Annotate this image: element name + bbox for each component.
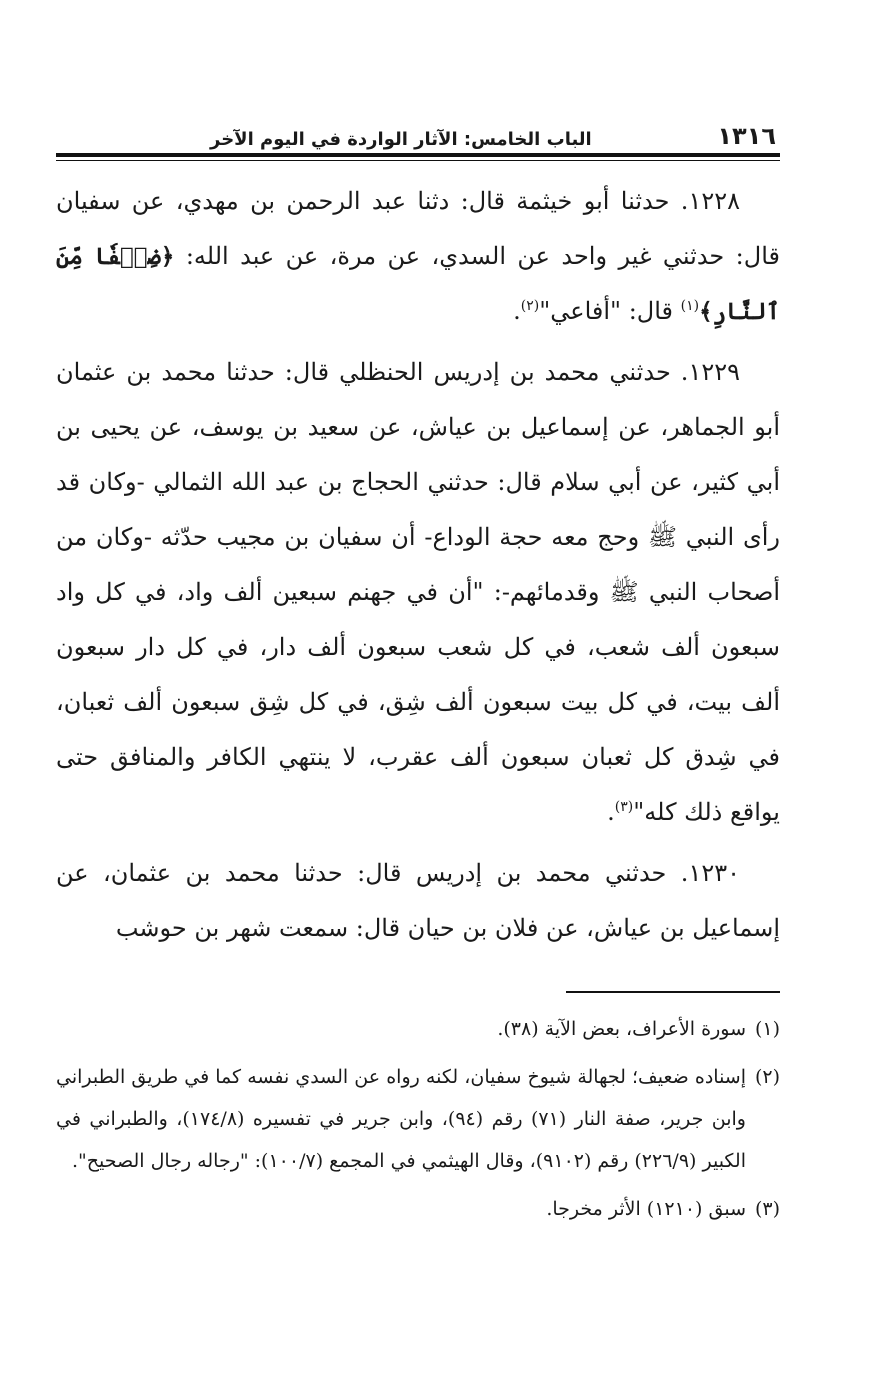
paragraph-end: .: [513, 297, 521, 325]
paragraph-text: حدثني محمد بن إدريس الحنظلي قال: حدثنا محمد بن عثمان أبو الجماهر، عن إسماعيل بن عياش، عن سعيد بن يوسف، عن يحيى بن أبي كثير، عن أبي سلام قال: حدثني الحجاج بن عبد الله الثمالي -وكان قد رأى النبي ﷺ وحج معه حجة الوداع- أن سفيان بن مجيب حدّثه -وكان من أصحاب النبي ﷺ وقدمائهم-: "أن في جهنم سبعين ألف واد، في كل واد سبعون ألف شعب، في كل شعب سبعون ألف دار، في كل دار سبعون ألف بيت، في كل بيت سبعون ألف شِق، في كل شِق سبعون ألف ثعبان، في شِدق كل ثعبان سبعون ألف عقرب، لا ينتهي الكافر والمنافق حتى يواقع ذلك كله": [56, 358, 780, 826]
paragraph-number: ١٢٣٠.: [680, 859, 740, 887]
footnote-3: [56, 1188, 780, 1230]
main-text: [56, 174, 780, 962]
footnote-ref-2: (٢): [520, 298, 540, 314]
paragraph-text: حدثني محمد بن إدريس قال: حدثنا محمد بن عثمان، عن إسماعيل بن عياش، عن فلان بن حيان قال: سمعت شهر بن حوشب: [56, 859, 780, 942]
footnote-ref-1: (١): [680, 298, 700, 314]
footnote-number: (١): [754, 1018, 780, 1040]
footnote-1: [56, 1008, 780, 1050]
footnote-number: (٢): [754, 1066, 780, 1088]
header-rule-thin: [56, 160, 780, 161]
footnote-number: (٣): [754, 1198, 780, 1220]
quran-verse: ﴿ضِعۡفٗا مِّنَ ٱلنَّارِ﴾: [56, 243, 780, 325]
footnotes: [56, 1008, 780, 1236]
footnote-ref-3: (٣): [614, 799, 634, 815]
chapter-title: الباب الخامس: الآثار الواردة في اليوم الآخر: [210, 129, 592, 150]
paragraph-text: حدثنا أبو خيثمة قال: دثنا عبد الرحمن بن مهدي، عن سفيان قال: حدثني غير واحد عن السدي، عن مرة، عن عبد الله:: [56, 187, 780, 270]
book-page: [56, 100, 780, 1350]
footnote-2: [56, 1056, 780, 1182]
paragraph-number: ١٢٢٩.: [680, 358, 740, 386]
paragraph-1230: [56, 846, 780, 956]
footnote-text: سبق (١٢١٠) الأثر مخرجا.: [546, 1198, 746, 1220]
paragraph-text: قال: "أفاعي": [539, 297, 674, 325]
paragraph-end: .: [607, 798, 615, 826]
footnote-text: سورة الأعراف، بعض الآية (٣٨).: [497, 1018, 746, 1040]
paragraph-1229: [56, 345, 780, 840]
running-header: [60, 116, 776, 150]
paragraph-number: ١٢٢٨.: [680, 187, 740, 215]
header-rule-thick: [56, 153, 780, 157]
paragraph-1228: [56, 174, 780, 339]
footnote-separator: [566, 991, 780, 993]
footnote-text: إسناده ضعيف؛ لجهالة شيوخ سفيان، لكنه رواه عن السدي نفسه كما في طريق الطبراني وابن جرير، صفة النار (٧١) رقم (٩٤)، وابن جرير في تفسيره (١٧٤/٨)، والطبراني في الكبير (٢٢٦/٩) رقم (٩١٠٢)، وقال الهيثمي في المجمع (١٠٠/٧): "رجاله رجال الصحيح".: [56, 1066, 746, 1172]
page-number: ١٣١٦: [717, 122, 776, 150]
